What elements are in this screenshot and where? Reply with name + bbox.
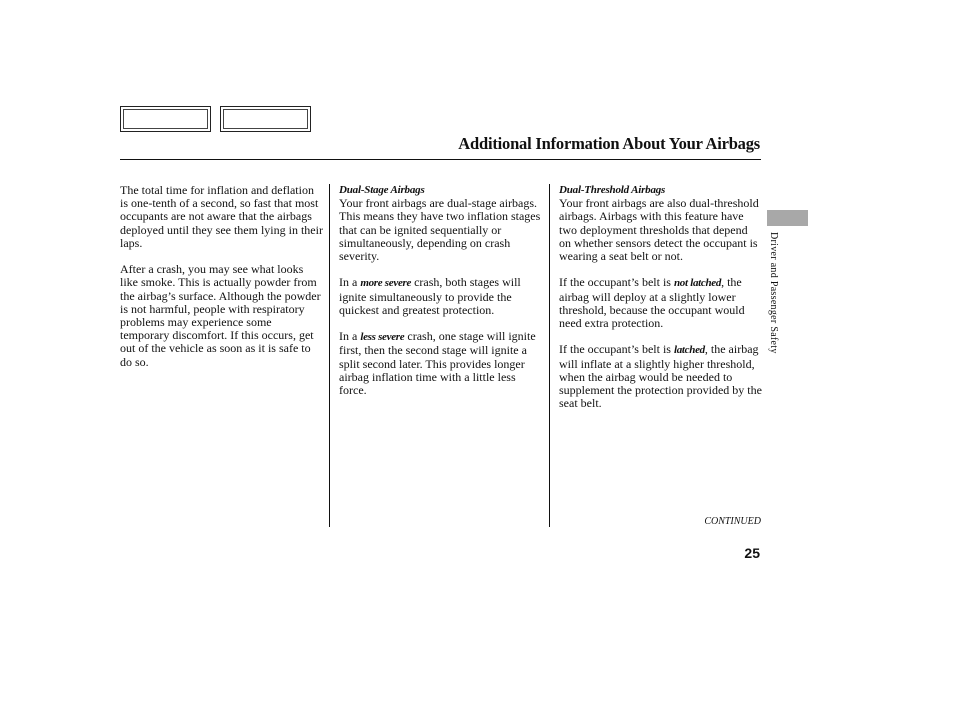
column-3: [559, 184, 762, 424]
text: If the occupant’s belt is: [559, 275, 674, 290]
emphasis-more-severe: more severe: [360, 277, 412, 290]
emphasis-less-severe: less severe: [360, 331, 405, 344]
dual-stage-section: [339, 184, 541, 263]
section-label: Driver and Passenger Safety: [768, 232, 779, 354]
dual-threshold-section: [559, 184, 762, 263]
paragraph: Your front airbags are also dual-threshold airbags. Airbags with this feature have two deployment thresholds that depend on whether sensors detect the occupant is wearing a seat belt or not.: [559, 196, 759, 264]
section-tab[interactable]: [767, 210, 808, 226]
continued-label: CONTINUED: [704, 516, 761, 527]
text: crash, one stage will ignite first, then the second stage will ignite a split second later. This provides longer airbag inflation time with a little less force.: [339, 329, 536, 398]
title-rule: [120, 159, 761, 160]
text: , the airbag will inflate at a slightly higher threshold, when the airbag would be needed to supplement the protection provided by the seat belt.: [559, 342, 762, 411]
column-divider: [549, 184, 550, 527]
less-severe-paragraph: [339, 330, 541, 397]
not-latched-paragraph: [559, 276, 762, 330]
column-1: [120, 184, 323, 382]
paragraph: After a crash, you may see what looks like smoke. This is actually powder from the airbag’s surface. Although the powder is not harmful, people with respiratory problems may experience some temporary discomfort. If this occurs, get out of the vehicle as soon as it is safe to do so.: [120, 262, 321, 369]
column-2: [339, 184, 541, 410]
text: crash, both stages will ignite simultaneously to provide the quickest and greatest protection.: [339, 275, 521, 317]
page-title: Additional Information About Your Airbags: [458, 134, 760, 153]
column-divider: [329, 184, 330, 527]
text: , the airbag will deploy at a slightly lower threshold, because the occupant would need extra protection.: [559, 275, 745, 331]
more-severe-paragraph: [339, 276, 541, 317]
emphasis-not-latched: not latched: [673, 277, 722, 290]
subheading-dual-stage: Dual-Stage Airbags: [339, 184, 425, 196]
text: If the occupant’s belt is: [559, 342, 674, 357]
subheading-dual-threshold: Dual-Threshold Airbags: [559, 184, 666, 196]
emphasis-latched: latched: [673, 344, 705, 357]
text: In a: [339, 275, 361, 290]
paragraph: The total time for inflation and deflation is one-tenth of a second, so fast that most occupants are not aware that the airbags deployed until they see them lying in their laps.: [120, 183, 323, 250]
text: In a: [339, 329, 361, 344]
latched-paragraph: [559, 343, 762, 410]
page-number: 25: [744, 545, 760, 561]
nav-button-1[interactable]: [120, 106, 211, 132]
paragraph: Your front airbags are dual-stage airbags. This means they have two inflation stages that can be ignited sequentially or simultaneously, depending on crash severity.: [339, 196, 541, 264]
nav-button-2[interactable]: [220, 106, 311, 132]
